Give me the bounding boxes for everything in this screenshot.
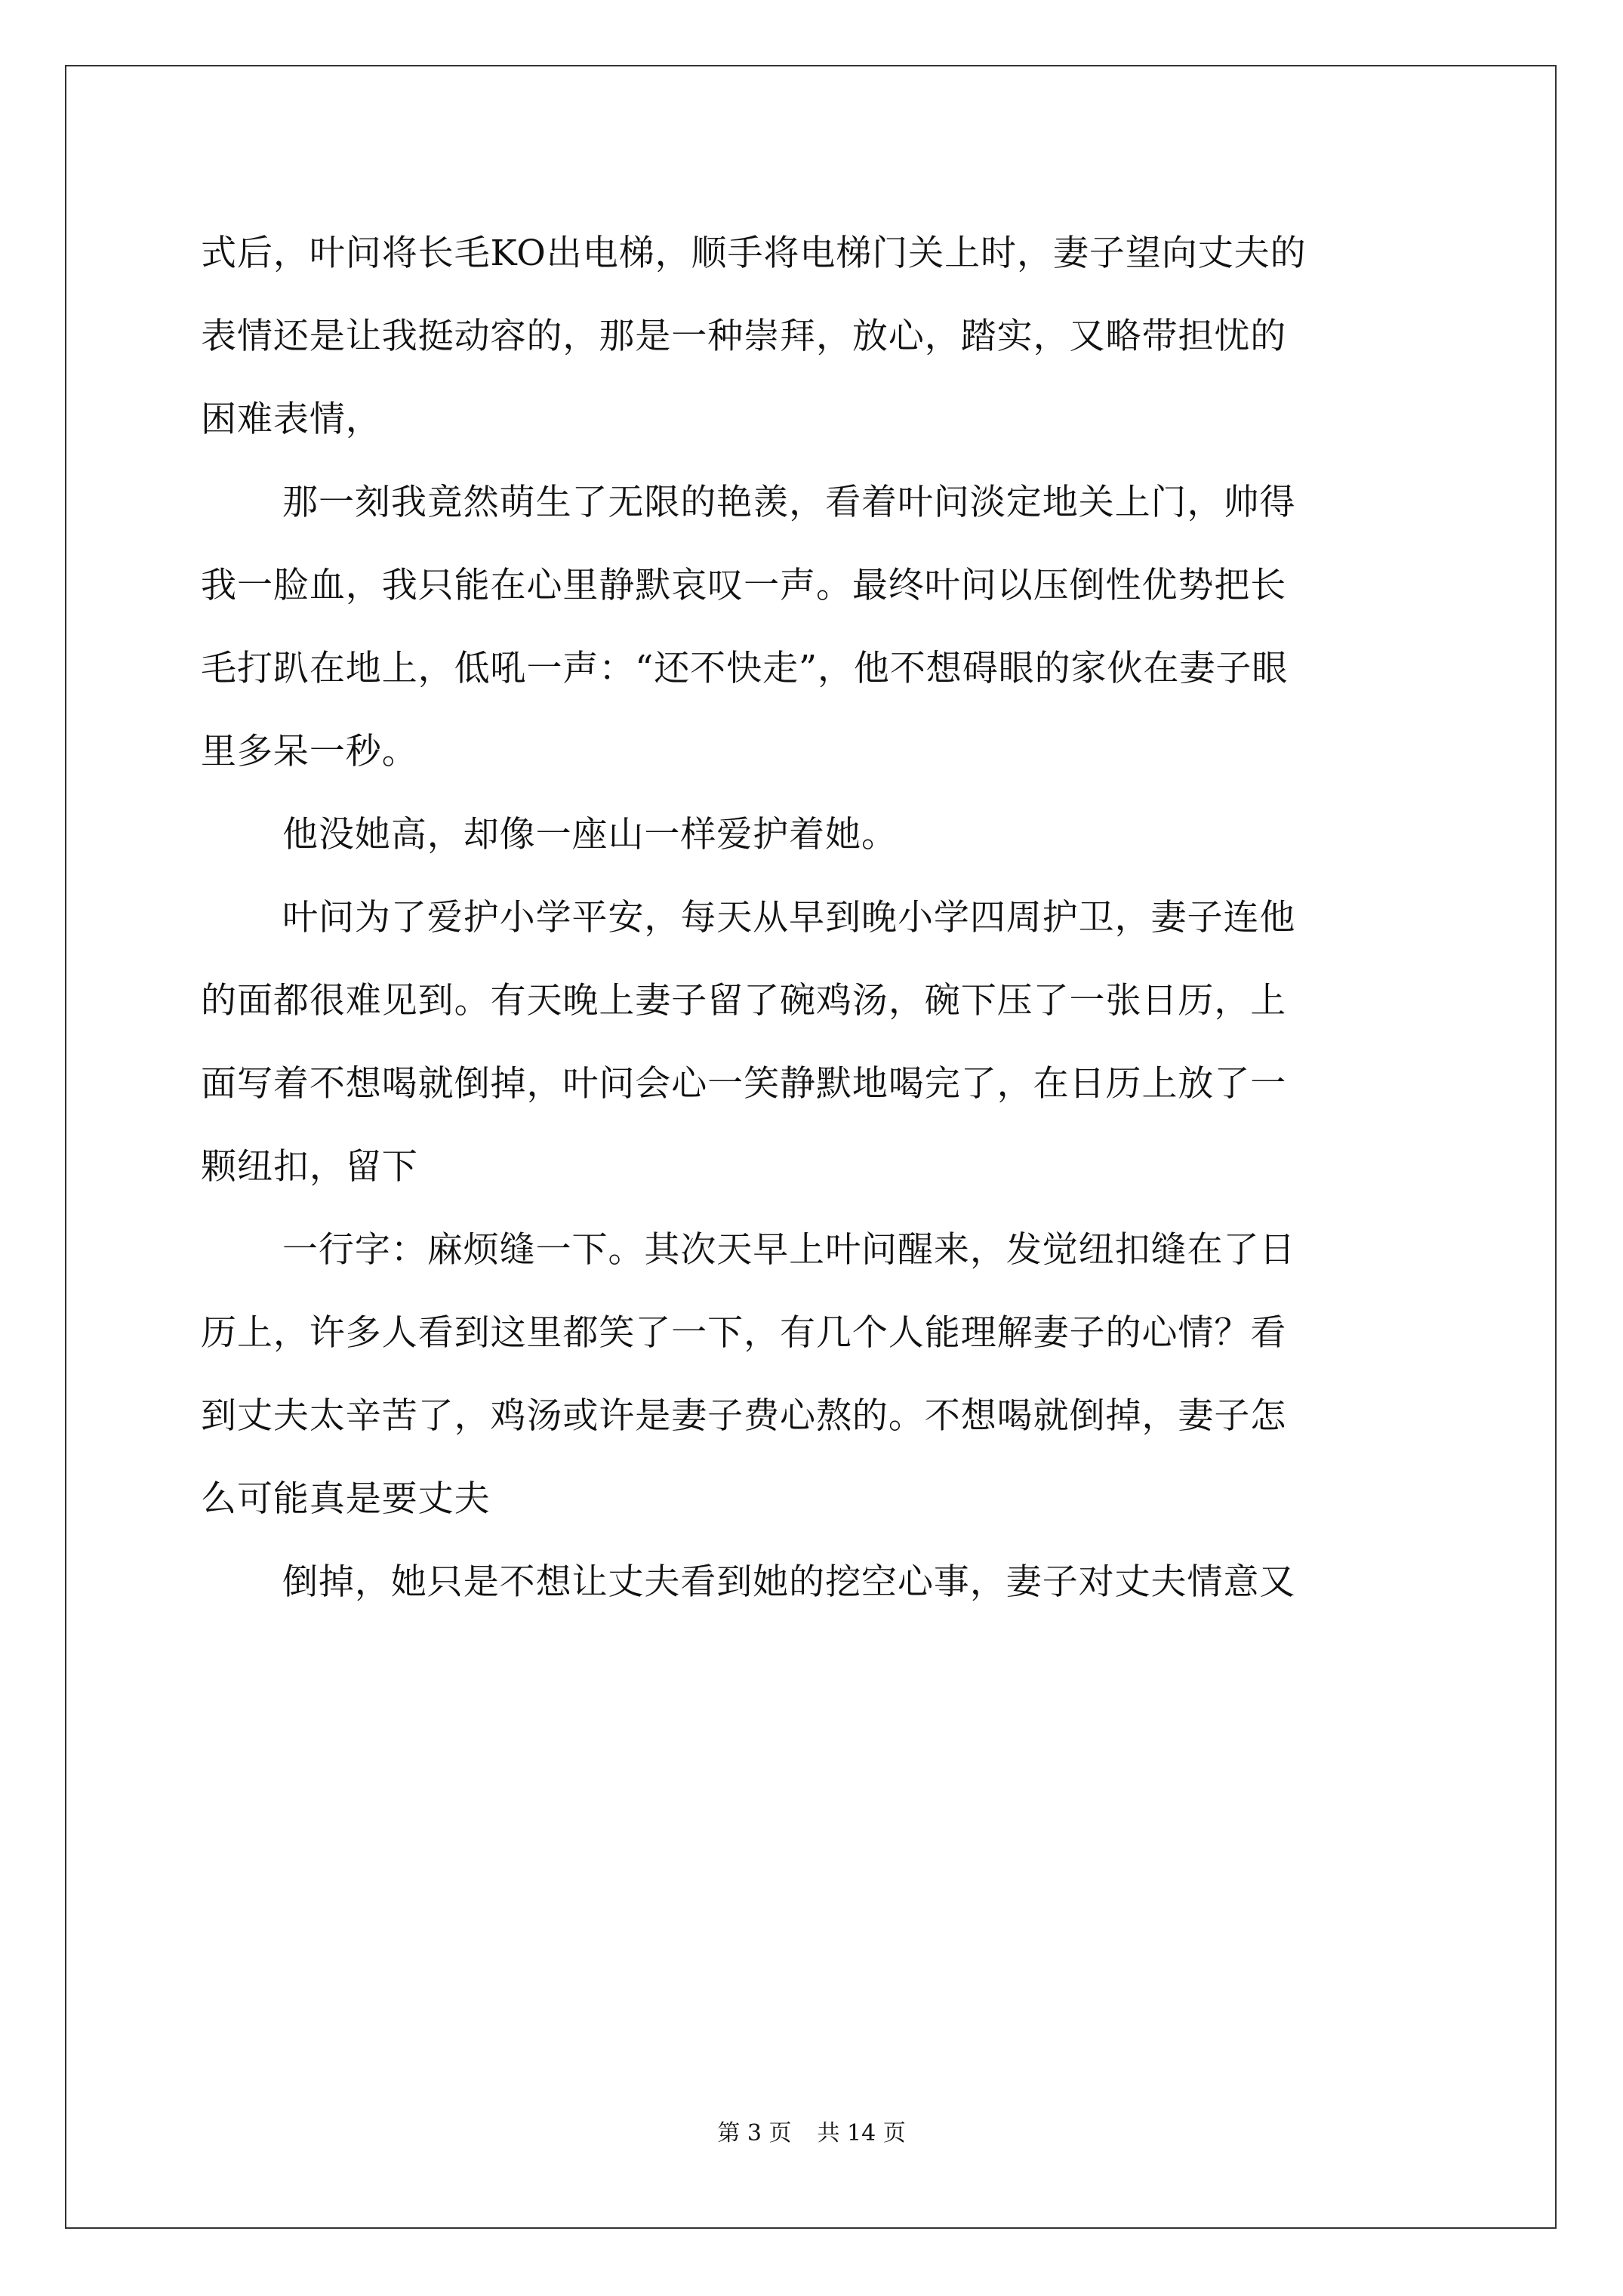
text-line: 那一刻我竟然萌生了无限的艳羡，看着叶问淡定地关上门，帅得 xyxy=(282,482,1296,523)
page-number-current: 第 3 页 xyxy=(717,2120,792,2147)
text-line: 式后，叶问将长毛KO出电梯，顺手将电梯门关上时，妻子望向丈夫的 xyxy=(201,233,1307,274)
text-line: 他没她高，却像一座山一样爱护着她。 xyxy=(282,814,898,855)
text-line: 的面都很难见到。有天晚上妻子留了碗鸡汤，碗下压了一张日历，上 xyxy=(201,980,1287,1022)
text-line: 困难表情， xyxy=(201,399,382,440)
text-line: 叶问为了爱护小学平安，每天从早到晚小学四周护卫，妻子连他 xyxy=(282,897,1296,938)
text-line: 倒掉，她只是不想让丈夫看到她的挖空心事，妻子对丈夫情意又 xyxy=(282,1561,1296,1603)
text-line: 到丈夫太辛苦了，鸡汤或许是妻子费心熬的。不想喝就倒掉，妻子怎 xyxy=(201,1395,1287,1437)
page-footer xyxy=(0,2119,1623,2149)
text-line: 面写着不想喝就倒掉，叶问会心一笑静默地喝完了，在日历上放了一 xyxy=(201,1063,1287,1105)
text-line: 颗纽扣，留下 xyxy=(201,1146,418,1188)
text-line: 里多呆一秒。 xyxy=(201,731,418,772)
text-line: 一行字：麻烦缝一下。其次天早上叶问醒来，发觉纽扣缝在了日 xyxy=(282,1229,1296,1271)
page-number-total: 共 14 页 xyxy=(817,2120,906,2147)
text-line: 表情还是让我挺动容的，那是一种崇拜，放心，踏实，又略带担忧的 xyxy=(201,316,1287,357)
text-line: 历上，许多人看到这里都笑了一下，有几个人能理解妻子的心情？看 xyxy=(201,1312,1287,1354)
text-line: 毛打趴在地上，低吼一声：“还不快走”，他不想碍眼的家伙在妻子眼 xyxy=(201,648,1289,689)
text-line: 我一脸血，我只能在心里静默哀叹一声。最终叶问以压倒性优势把长 xyxy=(201,565,1287,606)
text-line: 么可能真是要丈夫 xyxy=(201,1478,491,1520)
